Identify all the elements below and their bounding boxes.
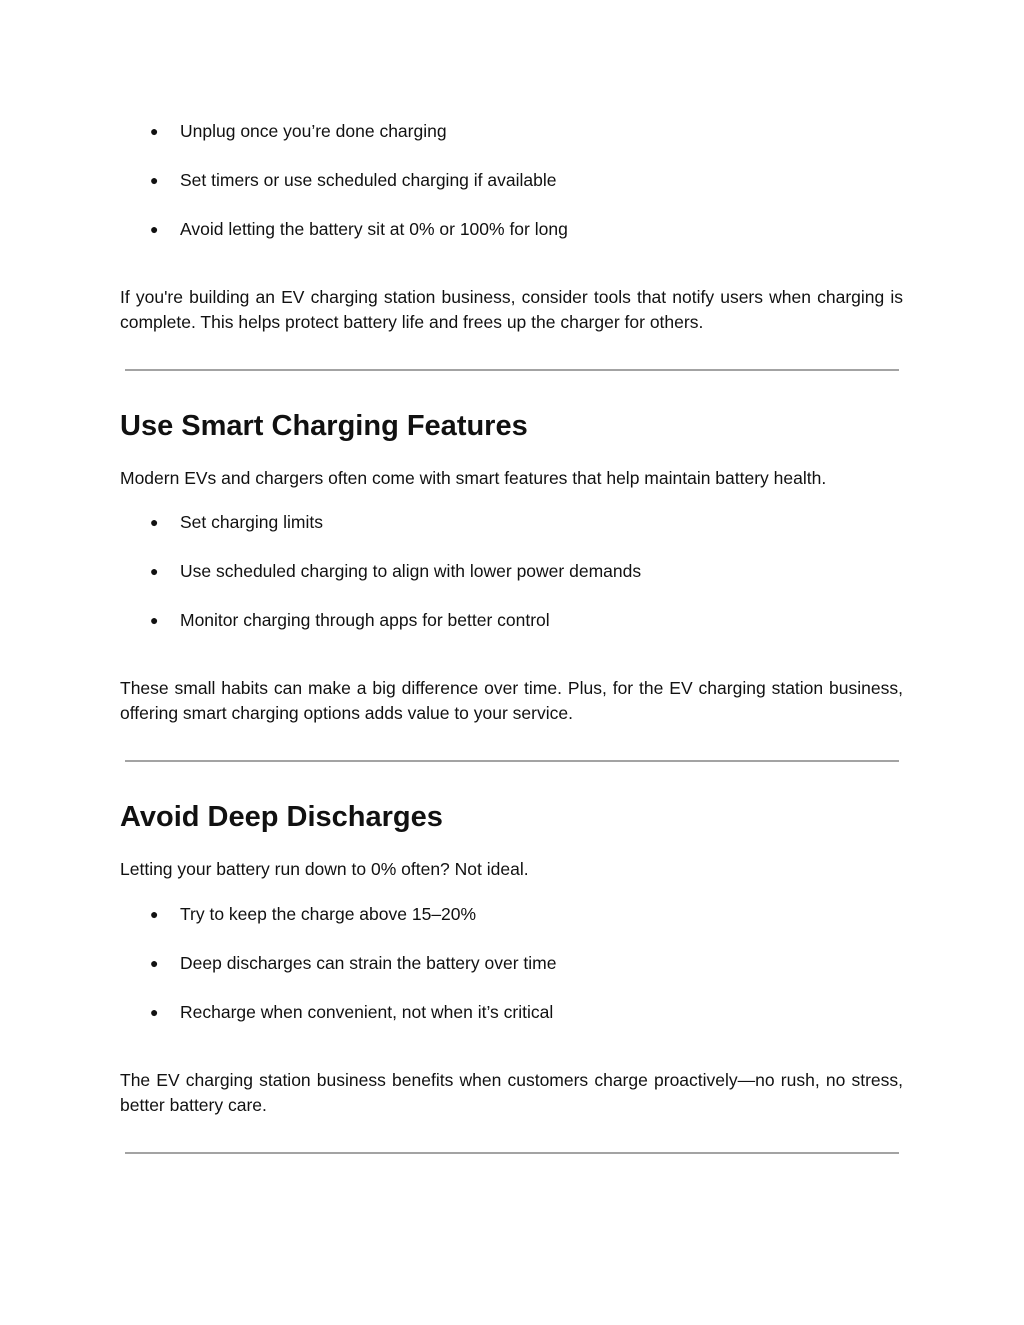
list-item bbox=[120, 119, 903, 168]
section-divider bbox=[125, 760, 899, 762]
list-item bbox=[120, 951, 903, 1000]
bullet-icon: ● bbox=[150, 612, 159, 628]
list-item bbox=[120, 217, 903, 266]
section-divider bbox=[125, 1152, 899, 1154]
section-divider bbox=[125, 369, 899, 371]
list-item-text: Unplug once you’re done charging bbox=[180, 121, 447, 141]
bullet-icon: ● bbox=[150, 221, 159, 237]
bullet-icon: ● bbox=[150, 123, 159, 139]
bullet-icon: ● bbox=[150, 1004, 159, 1020]
list-item bbox=[120, 1000, 903, 1049]
smart-charging-closing: These small habits can make a big difference over time. Plus, for the EV charging station business, offering smart charging options adds value to your service. bbox=[120, 678, 903, 723]
section-heading-smart-charging: Use Smart Charging Features bbox=[120, 410, 528, 442]
bullet-icon: ● bbox=[150, 172, 159, 188]
section-heading-deep-discharges: Avoid Deep Discharges bbox=[120, 801, 443, 833]
bullet-icon: ● bbox=[150, 514, 159, 530]
bullet-icon: ● bbox=[150, 955, 159, 971]
list-item bbox=[120, 559, 903, 608]
bullet-icon: ● bbox=[150, 906, 159, 922]
list-item bbox=[120, 608, 903, 657]
list-item-text: Avoid letting the battery sit at 0% or 100% for long bbox=[180, 219, 568, 239]
deep-discharges-bullet-list bbox=[120, 902, 903, 1049]
list-item bbox=[120, 510, 903, 559]
smart-charging-bullet-list bbox=[120, 510, 903, 657]
list-item-text: Try to keep the charge above 15–20% bbox=[180, 904, 477, 924]
list-item bbox=[120, 902, 903, 951]
list-item-text: Set timers or use scheduled charging if available bbox=[180, 170, 557, 190]
list-item-text: Use scheduled charging to align with lower power demands bbox=[180, 561, 642, 581]
list-item-text: Recharge when convenient, not when it’s critical bbox=[180, 1002, 554, 1022]
deep-discharges-closing: The EV charging station business benefits when customers charge proactively—no rush, no stress, better battery care. bbox=[120, 1070, 903, 1115]
list-item-text: Set charging limits bbox=[180, 512, 323, 532]
deep-discharges-lead: Letting your battery run down to 0% often? Not ideal. bbox=[120, 859, 529, 879]
list-item bbox=[120, 168, 903, 217]
smart-charging-lead: Modern EVs and chargers often come with smart features that help maintain battery health. bbox=[120, 468, 827, 488]
intro-paragraph: If you're building an EV charging station business, consider tools that notify users when charging is complete. This helps protect battery life and frees up the charger for others. bbox=[120, 287, 903, 332]
top-bullet-list bbox=[120, 119, 903, 266]
bullet-icon: ● bbox=[150, 563, 159, 579]
list-item-text: Deep discharges can strain the battery over time bbox=[180, 953, 557, 973]
list-item-text: Monitor charging through apps for better control bbox=[180, 610, 550, 630]
